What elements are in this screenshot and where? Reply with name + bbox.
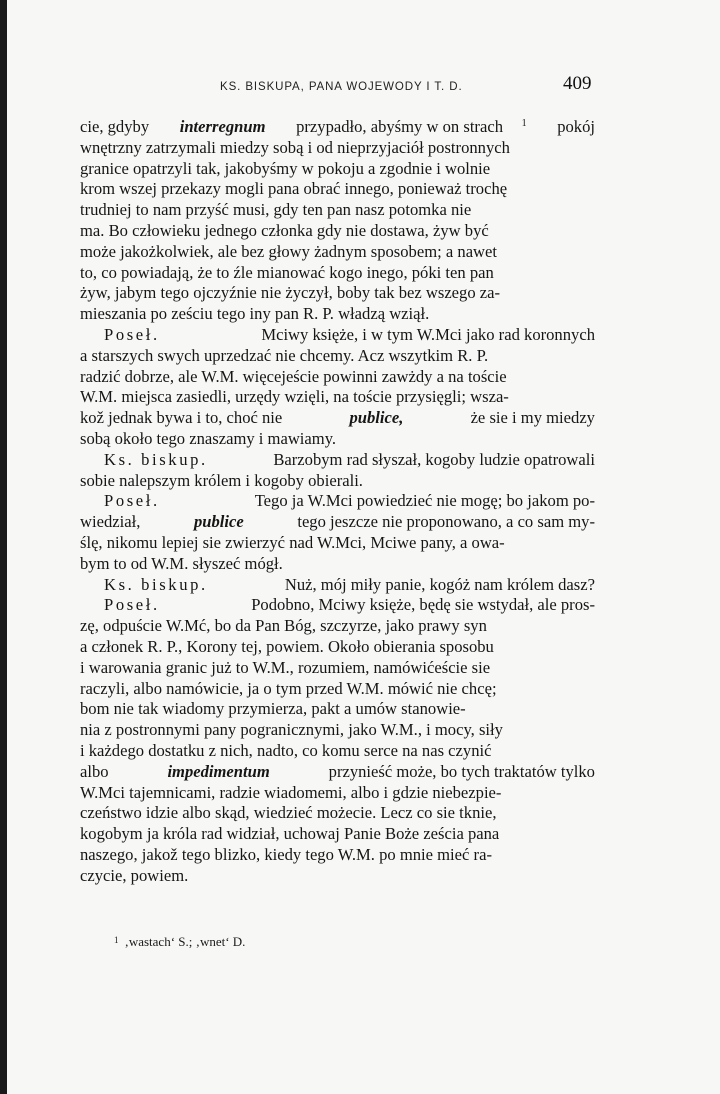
text-line [80, 242, 595, 263]
text-segment: mieszania po ześciu tego iny pan R. P. władzą wziął. [80, 304, 430, 324]
text-segment: bom nie tak wiadomy przymierza, pakt a umów stanowie- [80, 699, 466, 719]
text-line [80, 138, 595, 159]
text-segment: Tego ja W.Mci powiedzieć nie mogę; bo jakom po- [254, 491, 595, 511]
text-segment: kogobym ja króla rad widział, uchowaj Panie Boże ześcia pana [80, 824, 500, 844]
text-segment: sobą około tego znaszamy i mawiamy. [80, 428, 337, 448]
speaker-label: Ks. biskup. [104, 449, 208, 469]
text-segment: tego jeszcze nie proponowano, a co sam my- [297, 512, 595, 532]
footnote-ref: 1 [521, 118, 527, 129]
text-segment: żyw, jabym tego ojczyźnie nie życzył, boby tak bez wszego za- [80, 283, 501, 303]
text-segment: granice opatrzyli tak, jakobyśmy w pokoju a zgodnie i wolnie [80, 158, 491, 178]
text-segment: to, co powiadają, że to źle mianować kogo inego, póki ten pan [80, 262, 494, 282]
text-line [80, 679, 595, 700]
text-line [80, 325, 595, 346]
text-segment: Barzobym rad słyszał, kogoby ludzie opatrowali [273, 449, 595, 469]
text-line [80, 304, 595, 325]
text-segment: czeństwo idzie albo skąd, wiedzieć możecie. Lecz co sie tknie, [80, 803, 497, 823]
text-line [80, 658, 595, 679]
text-line [80, 491, 595, 512]
text-line [80, 429, 595, 450]
text-segment: cie, gdyby [80, 117, 150, 136]
speaker-label: Ks. biskup. [104, 574, 208, 594]
text-segment: wiedział, [80, 512, 141, 532]
italic-term: publice [193, 512, 244, 532]
italic-term: interregnum [179, 117, 266, 136]
text-line [80, 554, 595, 575]
text-line [80, 803, 595, 824]
text-segment: i warowania granic już to W.M., rozumiem, namówićeście sie [80, 657, 491, 677]
text-line [80, 637, 595, 658]
text-line [80, 450, 595, 471]
text-segment: nia z postronnymi pany pogranicznymi, jako W.M., i mocy, siły [80, 720, 503, 740]
text-segment: ślę, nikomu lepiej sie zwierzyć nad W.Mci, Mciwe pany, a owa- [80, 532, 505, 552]
text-line [80, 471, 595, 492]
text-segment: kož jednak bywa i to, choć nie [80, 408, 283, 428]
footnote [114, 934, 245, 950]
body-text [80, 117, 595, 886]
text-line [80, 845, 595, 866]
text-segment: naszego, jakož tego blizko, kiedy tego W.M. po mnie mieć ra- [80, 844, 492, 864]
text-line [80, 616, 595, 637]
text-line [80, 762, 595, 783]
speaker-label: Poseł. [104, 491, 160, 511]
text-line [80, 408, 595, 429]
text-line [80, 200, 595, 221]
text-line [80, 699, 595, 720]
text-line [80, 575, 595, 596]
italic-term: publice, [349, 408, 404, 428]
text-line [80, 117, 595, 138]
text-line [80, 783, 595, 804]
text-line [80, 595, 595, 616]
text-segment: bym to od W.M. słyszeć mógł. [80, 553, 283, 573]
text-segment: krom wszej przekazy mogli pana obrać innego, ponieważ trochę [80, 179, 508, 199]
text-line [80, 512, 595, 533]
text-line [80, 824, 595, 845]
speaker-label: Poseł. [104, 595, 160, 615]
text-line [80, 741, 595, 762]
text-segment: sobie nalepszym królem i kogoby obierali. [80, 470, 363, 490]
text-segment: albo [80, 761, 109, 781]
text-line [80, 159, 595, 180]
text-line [80, 387, 595, 408]
text-segment: czycie, powiem. [80, 865, 189, 885]
text-segment: że sie i my miedzy [470, 408, 595, 428]
footnote-text: ‚wastach‘ S.; ‚wnet‘ D. [124, 934, 246, 949]
text-segment: przynieść może, bo tych traktatów tylko [328, 761, 595, 781]
text-segment: wnętrzny zatrzymali miedzy sobą i od nieprzyjaciół postronnych [80, 137, 510, 157]
text-segment: W.Mci tajemnicami, radzie wiadomemi, albo i gdzie niebezpie- [80, 782, 502, 802]
page-number: 409 [563, 73, 592, 94]
text-segment: Podobno, Mciwy księże, będę sie wstydał, ale pros- [251, 595, 595, 615]
text-segment: W.M. miejsca zasiedli, urzędy wzięli, na toście przysięgli; wsza- [80, 387, 509, 407]
text-segment: raczyli, albo namówicie, ja o tym przed W.M. mówić nie chcę; [80, 678, 497, 698]
text-segment: przypadło, abyśmy w on strach [296, 117, 503, 136]
scan-edge-shadow [0, 0, 7, 1094]
text-line [80, 283, 595, 304]
text-segment: zę, odpuście W.Mć, bo da Pan Bóg, szczyrze, jako prawy syn [80, 616, 487, 636]
text-line [80, 533, 595, 554]
text-segment: Nuż, mój miły panie, kogóż nam królem dasz? [284, 574, 595, 594]
text-segment: ma. Bo człowieku jednego członka gdy nie dostawa, żyw być [80, 220, 489, 240]
text-segment: a starszych swych uprzedzać nie chcemy. Acz wszytkim R. P. [80, 345, 489, 365]
text-line [80, 346, 595, 367]
text-line [80, 866, 595, 887]
text-segment: i każdego dostatku z nich, nadto, co komu serce na nas czynić [80, 740, 492, 760]
running-head: KS. BISKUPA, PANA WOJEWODY I T. D. [220, 81, 463, 93]
text-segment: radzić dobrze, ale W.M. więcejeście powinni zawżdy a na toście [80, 366, 507, 386]
text-line [80, 720, 595, 741]
text-segment: a członek R. P., Korony tej, powiem. Około obierania sposobu [80, 636, 494, 656]
speaker-label: Poseł. [104, 324, 160, 344]
text-segment: pokój [557, 117, 595, 136]
text-segment: trudniej to nam przyść musi, gdy ten pan nasz potomka nie [80, 200, 472, 220]
text-segment: Mciwy księże, i w tym W.Mci jako rad koronnych [261, 324, 595, 344]
italic-term: impedimentum [167, 761, 270, 781]
text-line [80, 367, 595, 388]
text-segment: może jakożkolwiek, ale bez głowy żadnym sposobem; a nawet [80, 241, 498, 261]
text-line [80, 179, 595, 200]
text-line [80, 221, 595, 242]
footnote-number: 1 [114, 935, 119, 945]
text-line [80, 263, 595, 284]
